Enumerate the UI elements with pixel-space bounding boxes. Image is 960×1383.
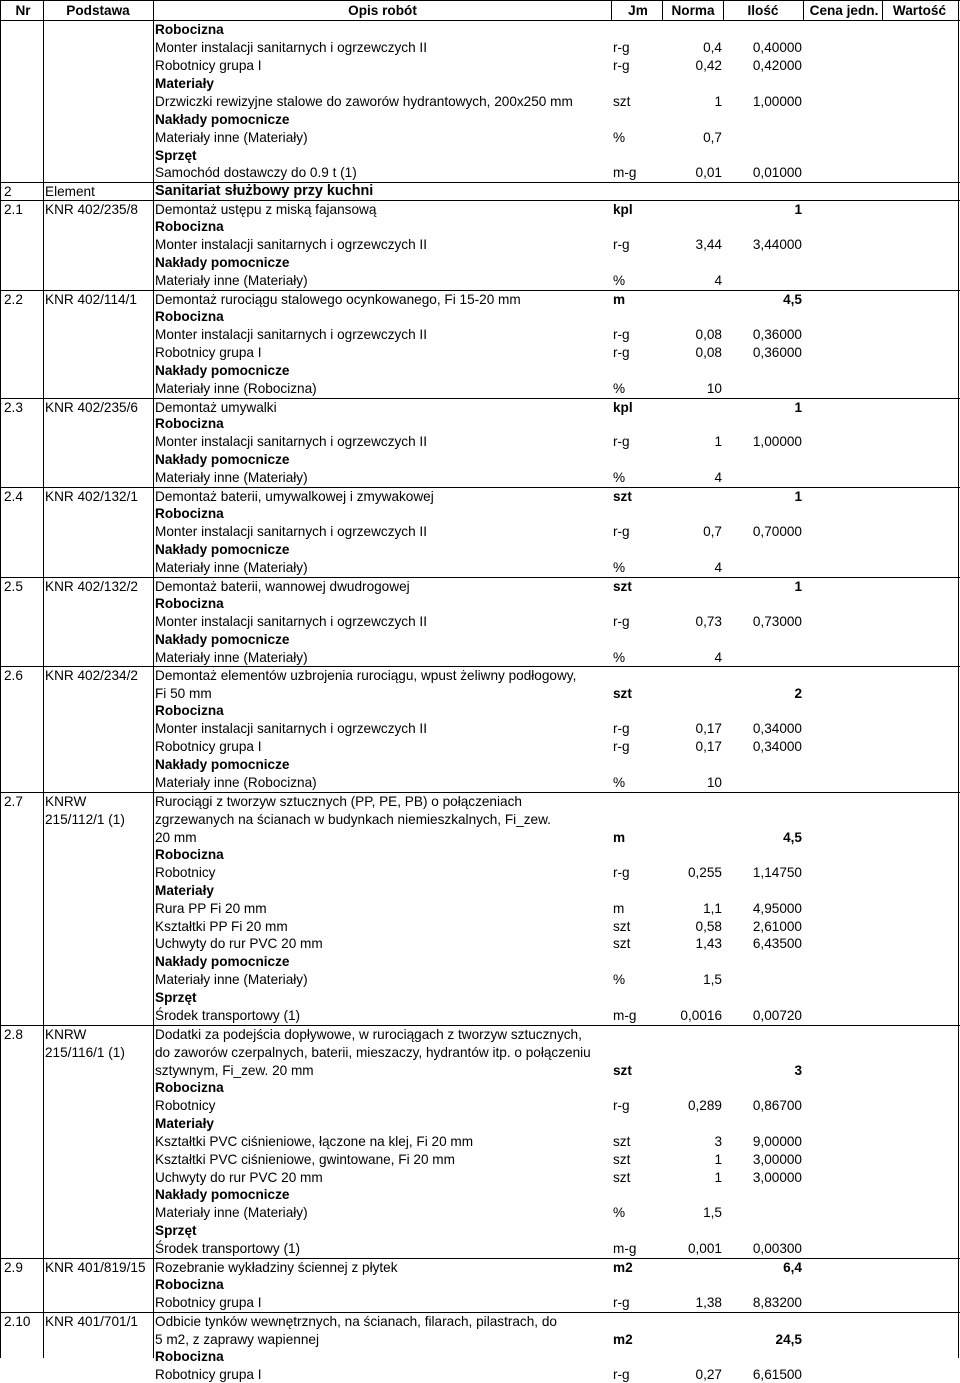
header-column-divider: [723, 0, 724, 21]
header-opis: Opis robót: [348, 3, 417, 18]
header-column-divider: [958, 0, 959, 21]
position-row: [0, 666, 960, 701]
resource-quantity: 6,61500: [752, 1367, 802, 1382]
position-number: 2.4: [4, 489, 23, 504]
position-description-line: Demontaż rurociągu stalowego ocynkowanego, Fi 15-20 mm: [155, 292, 521, 307]
resource-name: Materiały inne (Materiały): [155, 1205, 308, 1220]
position-basis: KNR 402/234/2: [45, 668, 138, 683]
resource-norm: 1: [714, 434, 722, 449]
position-quantity: 4,5: [783, 292, 802, 307]
resource-unit: r-g: [613, 1367, 630, 1382]
position-number: 2.7: [4, 794, 23, 809]
position-row: [0, 398, 960, 415]
resource-name: Kształtki PVC ciśnieniowe, łączone na klej, Fi 20 mm: [155, 1134, 474, 1149]
resource-unit: r-g: [613, 614, 630, 629]
position-unit: m2: [613, 1332, 633, 1347]
position-quantity: 1: [794, 579, 802, 594]
position-basis: KNRW: [45, 794, 87, 809]
position-unit: m: [613, 292, 626, 307]
position-unit: szt: [613, 489, 632, 504]
resource-unit: r-g: [613, 721, 630, 736]
resource-norm: 1,1: [703, 901, 722, 916]
resource-name: Środek transportowy (1): [155, 1241, 301, 1256]
resource-quantity: 0,01000: [752, 165, 802, 180]
resource-unit: %: [613, 130, 626, 145]
resource-quantity: 0,40000: [752, 40, 802, 55]
resource-unit: m-g: [613, 165, 637, 180]
resource-quantity: 6,43500: [752, 936, 802, 951]
resource-norm: 3: [714, 1134, 722, 1149]
resource-unit: szt: [613, 94, 631, 109]
category-label: Robocizna: [155, 22, 224, 37]
position-number: 2.2: [4, 292, 23, 307]
resource-norm: 0,08: [695, 327, 722, 342]
resource-quantity: 0,34000: [752, 739, 802, 754]
category-label: Nakłady pomocnicze: [155, 112, 290, 127]
resource-name: Materiały inne (Materiały): [155, 560, 308, 575]
header-column-divider: [0, 0, 1, 21]
body-column-divider: [958, 21, 959, 1358]
position-description-line: Demontaż ustępu z miską fajansową: [155, 202, 377, 217]
resource-name: Rura PP Fi 20 mm: [155, 901, 267, 916]
category-label: Robocizna: [155, 596, 224, 611]
header-column-divider: [153, 0, 154, 21]
resource-norm: 0,289: [687, 1098, 722, 1113]
position-quantity: 1: [794, 202, 802, 217]
resource-unit: r-g: [613, 865, 630, 880]
resource-unit: r-g: [613, 1098, 630, 1113]
resource-norm: 1,5: [703, 1205, 722, 1220]
resource-quantity: 0,42000: [752, 58, 802, 73]
header-nr: Nr: [15, 3, 31, 18]
position-description-line: sztywnym, Fi_zew. 20 mm: [155, 1063, 314, 1078]
position-description-line: Fi 50 mm: [155, 686, 212, 701]
element-number: 2: [4, 184, 12, 199]
header-podstawa: Podstawa: [66, 3, 130, 18]
position-unit: szt: [613, 686, 632, 701]
position-description-line: 5 m2, z zaprawy wapiennej: [155, 1332, 319, 1347]
resource-name: Monter instalacji sanitarnych i ogrzewczych II: [155, 434, 427, 449]
resource-norm: 0,42: [695, 58, 722, 73]
resource-unit: %: [613, 650, 626, 665]
resource-quantity: 0,86700: [752, 1098, 802, 1113]
resource-quantity: 0,36000: [752, 345, 802, 360]
position-number: 2.5: [4, 579, 23, 594]
resource-name: Materiały inne (Materiały): [155, 972, 308, 987]
position-basis: KNR 402/132/1: [45, 489, 138, 504]
header-jm: Jm: [628, 3, 648, 18]
resource-norm: 1: [714, 1170, 722, 1185]
resource-norm: 0,7: [703, 524, 722, 539]
resource-unit: m-g: [613, 1241, 637, 1256]
resource-quantity: 1,00000: [752, 434, 802, 449]
category-label: Robocizna: [155, 847, 224, 862]
position-quantity: 24,5: [775, 1332, 802, 1347]
resource-unit: %: [613, 470, 626, 485]
position-number: 2.6: [4, 668, 23, 683]
resource-quantity: 0,73000: [752, 614, 802, 629]
resource-norm: 0,73: [695, 614, 722, 629]
resource-unit: m-g: [613, 1008, 637, 1023]
header-column-divider: [882, 0, 883, 21]
resource-name: Robotnicy grupa I: [155, 739, 262, 754]
element-tag: Element: [45, 184, 95, 199]
position-description-line: Odbicie tynków wewnętrznych, na ścianach, filarach, pilastrach, do: [155, 1314, 557, 1329]
resource-unit: r-g: [613, 40, 630, 55]
resource-norm: 4: [714, 273, 722, 288]
resource-norm: 0,27: [695, 1367, 722, 1382]
resource-quantity: 0,36000: [752, 327, 802, 342]
resource-unit: r-g: [613, 58, 630, 73]
resource-norm: 1: [714, 1152, 722, 1167]
resource-norm: 1,5: [703, 972, 722, 987]
position-basis: KNR 401/819/15: [45, 1260, 146, 1275]
resource-unit: r-g: [613, 739, 630, 754]
resource-quantity: 3,44000: [752, 237, 802, 252]
category-label: Sprzęt: [155, 990, 197, 1005]
category-label: Nakłady pomocnicze: [155, 363, 290, 378]
position-row: [0, 200, 960, 217]
resource-quantity: 8,83200: [752, 1295, 802, 1310]
position-basis: KNR 401/701/1: [45, 1314, 138, 1329]
position-number: 2.1: [4, 202, 23, 217]
position-quantity: 1: [794, 400, 802, 415]
resource-name: Materiały inne (Materiały): [155, 650, 308, 665]
position-description-line: Dodatki za podejścia dopływowe, w rurociągach z tworzyw sztucznych,: [155, 1027, 582, 1042]
position-description-line: Demontaż baterii, wannowej dwudrogowej: [155, 579, 410, 594]
resource-unit: %: [613, 1205, 626, 1220]
resource-unit: r-g: [613, 345, 630, 360]
position-description-line: Demontaż baterii, umywalkowej i zmywakowej: [155, 489, 434, 504]
position-unit: szt: [613, 1063, 632, 1078]
element-title: Sanitariat służbowy przy kuchni: [155, 183, 374, 199]
category-label: Sprzęt: [155, 1223, 197, 1238]
body-column-divider: [0, 21, 1, 1358]
position-basis: KNR 402/132/2: [45, 579, 138, 594]
resource-norm: 4: [714, 650, 722, 665]
position-number: 2.10: [4, 1314, 31, 1329]
resource-quantity: 0,00300: [752, 1241, 802, 1256]
position-description-line: do zaworów czerpalnych, baterii, mieszaczy, hydrantów itp. o połączeniu: [155, 1045, 591, 1060]
resource-unit: %: [613, 273, 626, 288]
header-ilosc: Ilość: [747, 3, 779, 18]
resource-name: Monter instalacji sanitarnych i ogrzewczych II: [155, 614, 427, 629]
category-label: Sprzęt: [155, 148, 197, 163]
position-description-line: 20 mm: [155, 830, 197, 845]
resource-name: Materiały inne (Materiały): [155, 470, 308, 485]
position-unit: kpl: [613, 400, 633, 415]
position-quantity: 1: [794, 489, 802, 504]
resource-norm: 0,08: [695, 345, 722, 360]
header-cena: Cena jedn.: [809, 3, 879, 18]
resource-unit: r-g: [613, 327, 630, 342]
position-row: [0, 1312, 960, 1347]
header-column-divider: [803, 0, 804, 21]
position-basis-cont: 215/112/1 (1): [45, 811, 125, 827]
header-norma: Norma: [671, 3, 715, 18]
resource-norm: 1,38: [695, 1295, 722, 1310]
category-label: Nakłady pomocnicze: [155, 954, 290, 969]
position-description-line: zgrzewanych na ścianach w budynkach niemieszkalnych, Fi_zew.: [155, 812, 551, 827]
resource-name: Materiały inne (Materiały): [155, 130, 308, 145]
resource-norm: 10: [706, 775, 722, 790]
resource-norm: 0,17: [695, 739, 722, 754]
position-basis: KNR 402/114/1: [45, 292, 137, 307]
resource-unit: %: [613, 381, 626, 396]
position-unit: m2: [613, 1260, 633, 1275]
resource-name: Kształtki PVC ciśnieniowe, gwintowane, Fi 20 mm: [155, 1152, 455, 1167]
table-header: [0, 0, 960, 21]
resource-quantity: 2,61000: [752, 919, 802, 934]
resource-unit: r-g: [613, 524, 630, 539]
resource-norm: 0,0016: [680, 1008, 722, 1023]
resource-quantity: 3,00000: [752, 1170, 802, 1185]
resource-unit: szt: [613, 936, 631, 951]
category-label: Robocizna: [155, 219, 224, 234]
header-column-divider: [611, 0, 612, 21]
resource-name: Monter instalacji sanitarnych i ogrzewczych II: [155, 721, 427, 736]
resource-quantity: 1,14750: [752, 865, 802, 880]
resource-unit: %: [613, 972, 626, 987]
resource-unit: szt: [613, 1152, 631, 1167]
resource-name: Kształtki PP Fi 20 mm: [155, 919, 288, 934]
position-row: [0, 792, 960, 845]
position-row: [0, 577, 960, 594]
body-column-divider: [43, 21, 44, 1358]
resource-norm: 0,001: [687, 1241, 722, 1256]
category-label: Robocizna: [155, 416, 224, 431]
category-label: Nakłady pomocnicze: [155, 757, 290, 772]
resource-norm: 0,01: [695, 165, 722, 180]
resource-unit: r-g: [613, 237, 630, 252]
resource-name: Monter instalacji sanitarnych i ogrzewczych II: [155, 524, 427, 539]
resource-unit: m: [613, 901, 625, 916]
header-column-divider: [43, 0, 44, 21]
category-label: Robocizna: [155, 309, 224, 324]
position-row: [0, 1025, 960, 1078]
resource-quantity: 0,34000: [752, 721, 802, 736]
resource-name: Robotnicy: [155, 865, 216, 880]
position-quantity: 6,4: [783, 1260, 802, 1275]
header-wartosc: Wartość: [892, 3, 947, 18]
position-basis-cont: 215/116/1 (1): [45, 1044, 125, 1060]
position-row: [0, 487, 960, 504]
position-number: 2.8: [4, 1027, 23, 1042]
resource-name: Monter instalacji sanitarnych i ogrzewczych II: [155, 327, 427, 342]
resource-unit: r-g: [613, 434, 630, 449]
category-label: Nakłady pomocnicze: [155, 1187, 290, 1202]
resource-quantity: 0,00720: [752, 1008, 802, 1023]
resource-unit: szt: [613, 1134, 631, 1149]
category-label: Robocizna: [155, 1277, 224, 1292]
position-description-line: Rurociągi z tworzyw sztucznych (PP, PE, PB) o połączeniach: [155, 794, 522, 809]
body-column-divider: [153, 21, 154, 1358]
header-column-divider: [662, 0, 663, 21]
resource-norm: 0,255: [687, 865, 722, 880]
category-label: Materiały: [155, 883, 214, 898]
resource-name: Materiały inne (Robocizna): [155, 775, 317, 790]
resource-unit: szt: [613, 919, 631, 934]
resource-name: Robotnicy grupa I: [155, 1295, 262, 1310]
resource-name: Robotnicy: [155, 1098, 216, 1113]
position-quantity: 4,5: [783, 830, 802, 845]
position-description-line: Demontaż umywalki: [155, 400, 277, 415]
resource-name: Samochód dostawczy do 0.9 t (1): [155, 165, 357, 180]
resource-name: Drzwiczki rewizyjne stalowe do zaworów hydrantowych, 200x250 mm: [155, 94, 573, 109]
position-number: 2.3: [4, 400, 23, 415]
category-label: Nakłady pomocnicze: [155, 452, 290, 467]
resource-name: Robotnicy grupa I: [155, 1367, 262, 1382]
position-quantity: 3: [794, 1063, 802, 1078]
position-description-line: Demontaż elementów uzbrojenia rurociągu, wpust żeliwny podłogowy,: [155, 668, 577, 683]
category-label: Materiały: [155, 76, 214, 91]
position-quantity: 2: [794, 686, 802, 701]
resource-norm: 0,4: [703, 40, 722, 55]
resource-norm: 0,58: [695, 919, 722, 934]
position-number: 2.9: [4, 1260, 23, 1275]
resource-quantity: 9,00000: [752, 1134, 802, 1149]
category-label: Robocizna: [155, 1349, 224, 1364]
resource-norm: 0,17: [695, 721, 722, 736]
resource-name: Monter instalacji sanitarnych i ogrzewczych II: [155, 237, 427, 252]
position-row: [0, 1258, 960, 1275]
resource-name: Materiały inne (Materiały): [155, 273, 308, 288]
position-unit: m: [613, 830, 626, 845]
resource-unit: r-g: [613, 1295, 630, 1310]
position-unit: szt: [613, 579, 632, 594]
resource-name: Środek transportowy (1): [155, 1008, 301, 1023]
category-label: Robocizna: [155, 506, 224, 521]
resource-name: Robotnicy grupa I: [155, 58, 262, 73]
resource-unit: szt: [613, 1170, 631, 1185]
element-row: [0, 182, 960, 199]
category-label: Nakłady pomocnicze: [155, 542, 290, 557]
resource-quantity: 0,70000: [752, 524, 802, 539]
resource-norm: 0,7: [703, 130, 722, 145]
resource-name: Uchwyty do rur PVC 20 mm: [155, 936, 323, 951]
category-label: Materiały: [155, 1116, 214, 1131]
resource-quantity: 1,00000: [752, 94, 802, 109]
resource-quantity: 3,00000: [752, 1152, 802, 1167]
resource-norm: 4: [714, 560, 722, 575]
category-label: Robocizna: [155, 1080, 224, 1095]
resource-norm: 1,43: [695, 936, 722, 951]
category-label: Nakłady pomocnicze: [155, 632, 290, 647]
resource-name: Monter instalacji sanitarnych i ogrzewczych II: [155, 40, 427, 55]
resource-name: Robotnicy grupa I: [155, 345, 262, 360]
resource-norm: 1: [714, 94, 722, 109]
category-label: Nakłady pomocnicze: [155, 255, 290, 270]
resource-unit: %: [613, 775, 626, 790]
position-row: [0, 290, 960, 307]
position-basis: KNR 402/235/8: [45, 202, 138, 217]
position-description-line: Rozebranie wykładziny ściennej z płytek: [155, 1260, 398, 1275]
resource-name: Uchwyty do rur PVC 20 mm: [155, 1170, 323, 1185]
resource-norm: 4: [714, 470, 722, 485]
resource-name: Materiały inne (Robocizna): [155, 381, 317, 396]
resource-quantity: 4,95000: [752, 901, 802, 916]
category-label: Robocizna: [155, 703, 224, 718]
resource-unit: %: [613, 560, 626, 575]
position-basis: KNR 402/235/6: [45, 400, 138, 415]
resource-norm: 10: [706, 381, 722, 396]
position-unit: kpl: [613, 202, 633, 217]
resource-norm: 3,44: [695, 237, 722, 252]
position-basis: KNRW: [45, 1027, 87, 1042]
